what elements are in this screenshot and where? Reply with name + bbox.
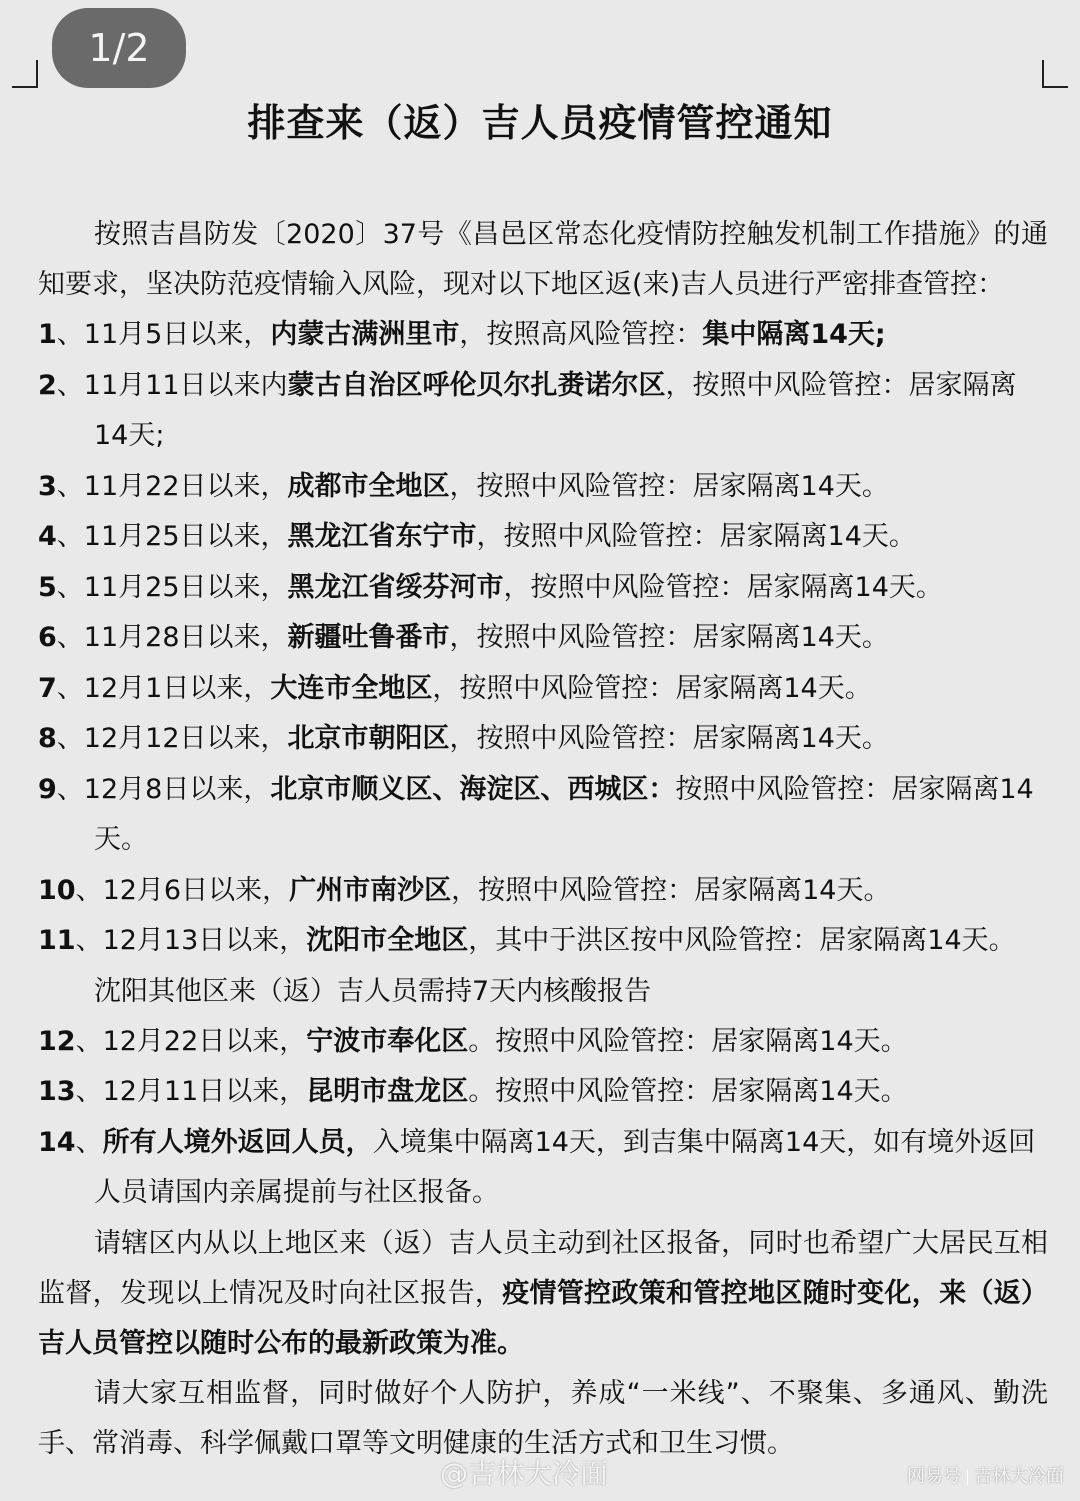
item-11-continuation: 沈阳其他区来（返）吉人员需持7天内核酸报告 bbox=[94, 975, 652, 1007]
item-plain2: ，按照中风险管控：居家隔离14天; bbox=[94, 369, 1017, 451]
item-plain2: ，按照中风险管控：居家隔离14天。 bbox=[449, 622, 889, 653]
item-num: 9 bbox=[38, 773, 57, 805]
item-plain2: ，按照中风险管控：居家隔离14天。 bbox=[503, 571, 943, 603]
item-plain1: 、12月12日以来， bbox=[56, 723, 288, 754]
item-bold1: 宁波市奉化区 bbox=[306, 1025, 469, 1057]
item-num: 12 bbox=[38, 1025, 76, 1057]
item-plain2: ，按照中风险管控：居家隔离14天。 bbox=[432, 672, 872, 704]
item-plain2: ，按照高风险管控： bbox=[459, 319, 703, 350]
list-item bbox=[38, 563, 1048, 614]
item-plain1: 、11月25日以来， bbox=[56, 571, 288, 603]
item-bold1: 新疆吐鲁番市 bbox=[287, 622, 450, 653]
item-num: 10 bbox=[38, 874, 76, 906]
item-bold1: 广州市南沙区 bbox=[289, 874, 452, 906]
list-item bbox=[38, 512, 1048, 563]
item-bold1: 黑龙江省东宁市 bbox=[287, 521, 477, 552]
item-num: 6 bbox=[38, 622, 57, 653]
item-bold1: 黑龙江省绥芬河市 bbox=[287, 571, 504, 603]
watermark-right bbox=[907, 1462, 1064, 1488]
crop-mark-right bbox=[1042, 60, 1068, 88]
item-plain1: 、12月6日以来， bbox=[75, 874, 290, 906]
list-item bbox=[38, 714, 1048, 765]
watermark-account: 吉林大冷面 bbox=[974, 1466, 1064, 1487]
item-plain1: 、12月13日以来， bbox=[75, 925, 307, 956]
item-plain2: 入境集中隔离14天，到吉集中隔离14天，如有境外返回人员请国内亲属提前与社区报备。 bbox=[94, 1126, 1036, 1208]
item-num: 4 bbox=[38, 521, 57, 552]
item-plain2: ，按照中风险管控：居家隔离14天。 bbox=[476, 521, 916, 552]
item-plain1: 、11月28日以来， bbox=[56, 622, 288, 653]
item-num: 13 bbox=[38, 1076, 76, 1107]
list-item bbox=[38, 664, 1048, 715]
list-item bbox=[38, 613, 1048, 664]
item-bold1: 北京市朝阳区 bbox=[287, 723, 450, 754]
item-bold1: 成都市全地区 bbox=[287, 470, 450, 502]
item-plain1: 、11月11日以来内 bbox=[56, 369, 288, 401]
item-plain2: ，按照中风险管控：居家隔离14天。 bbox=[451, 874, 891, 906]
item-num: 2 bbox=[38, 369, 57, 401]
list-item bbox=[38, 1067, 1048, 1118]
item-bold1: 所有人境外返回人员， bbox=[102, 1126, 373, 1158]
list-item bbox=[38, 462, 1048, 513]
closing-paragraph: 请辖区内从以上地区来（返）吉人员主动到社区报备，同时也希望广大居民互相监督，发现以上情况及时向社区报告，疫情管控政策和管控地区随时变化，来（返）吉人员管控以随时公布的最新政策为准。 bbox=[38, 1227, 1049, 1359]
item-num: 1 bbox=[38, 319, 57, 350]
item-plain2: ，其中于洪区按中风险管控：居家隔离14天。 bbox=[468, 925, 1016, 956]
item-list bbox=[38, 310, 1048, 1219]
item-plain2: 。按照中风险管控：居家隔离14天。 bbox=[468, 1025, 908, 1057]
list-item bbox=[38, 361, 1048, 462]
list-item bbox=[38, 866, 1048, 917]
crop-mark-left bbox=[12, 60, 38, 88]
item-num: 14 bbox=[38, 1126, 76, 1158]
item-bold1: 内蒙古满洲里市 bbox=[270, 319, 460, 350]
item-plain2: 按照中风险管控：居家隔离14天。 bbox=[94, 773, 1034, 855]
item-bold1: 北京市顺义区、海淀区、西城区： bbox=[270, 773, 676, 805]
list-item bbox=[38, 1017, 1048, 1068]
watermark-left: @吉林大冷面 bbox=[440, 1457, 609, 1490]
list-item bbox=[38, 765, 1048, 866]
notice-body bbox=[38, 210, 1048, 1469]
item-plain2: ，按照中风险管控：居家隔离14天。 bbox=[449, 470, 889, 502]
item-num: 11 bbox=[38, 925, 76, 956]
item-bold1: 大连市全地区 bbox=[270, 672, 433, 704]
item-num: 3 bbox=[38, 470, 57, 502]
item-plain1: 、12月1日以来， bbox=[56, 672, 271, 704]
item-plain1: 、12月22日以来， bbox=[75, 1025, 307, 1057]
item-plain2: 。按照中风险管控：居家隔离14天。 bbox=[468, 1076, 908, 1107]
page-indicator: 1/2 bbox=[52, 8, 186, 88]
item-bold1: 昆明市盘龙区 bbox=[306, 1076, 469, 1107]
item-num: 5 bbox=[38, 571, 57, 603]
intro-paragraph: 按照吉昌防发〔2020〕37号《昌邑区常态化疫情防控触发机制工作措施》的通知要求，坚决防范疫情输入风险，现对以下地区返(来)吉人员进行严密排查管控： bbox=[38, 219, 1048, 300]
item-plain1: 、 bbox=[75, 1126, 103, 1158]
notice-title: 排查来（返）吉人员疫情管控通知 bbox=[247, 101, 833, 145]
item-plain1: 、11月25日以来， bbox=[56, 521, 288, 552]
item-plain1: 、12月11日以来， bbox=[75, 1076, 307, 1107]
list-item bbox=[38, 310, 1048, 361]
item-bold1: 沈阳市全地区 bbox=[306, 925, 469, 956]
item-num: 8 bbox=[38, 723, 57, 754]
watermark-brand: 网易号 bbox=[907, 1466, 961, 1487]
item-bold2: 集中隔离14天; bbox=[702, 319, 886, 350]
item-bold1: 蒙古自治区呼伦贝尔扎赉诺尔区 bbox=[287, 369, 666, 401]
list-item bbox=[38, 1118, 1048, 1219]
item-plain1: 、11月22日以来， bbox=[56, 470, 288, 502]
list-item bbox=[38, 916, 1048, 967]
final-paragraph: 请大家互相监督，同时做好个人防护，养成“一米线”、不聚集、多通风、勤洗手、常消毒、科学佩戴口罩等文明健康的生活方式和卫生习惯。 bbox=[38, 1377, 1048, 1459]
item-plain2: ，按照中风险管控：居家隔离14天。 bbox=[449, 723, 889, 754]
item-plain1: 、12月8日以来， bbox=[56, 773, 271, 805]
item-num: 7 bbox=[38, 672, 57, 704]
item-plain1: 、11月5日以来， bbox=[56, 319, 271, 350]
